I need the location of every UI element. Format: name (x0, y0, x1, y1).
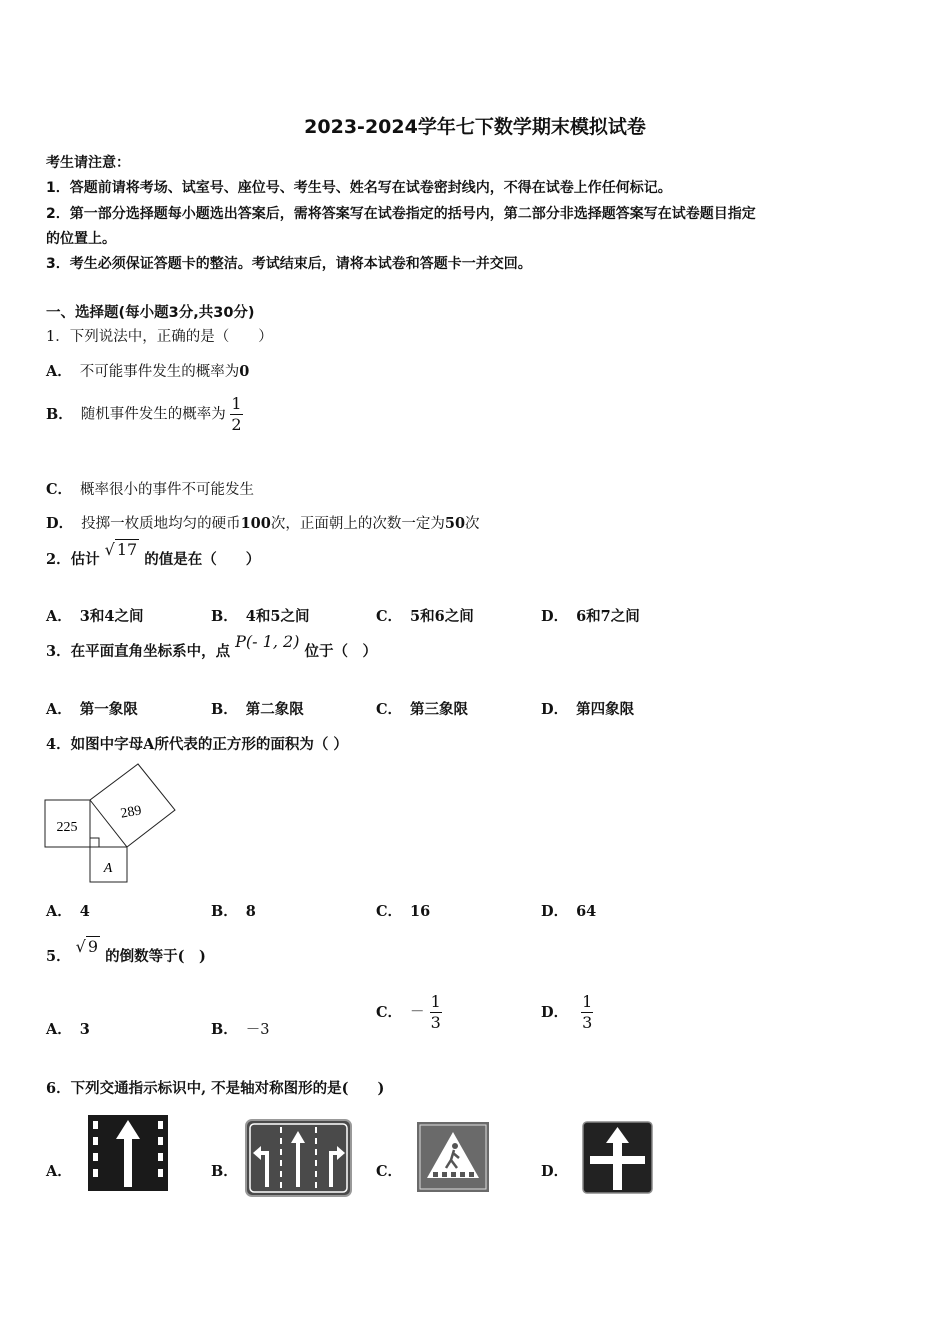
option-text: 4和5之间 (245, 608, 310, 625)
denominator: 3 (582, 1013, 593, 1032)
numerator: 1 (430, 992, 441, 1011)
sqrt-9: √ 9 (75, 937, 99, 956)
q1-option-c (46, 478, 254, 499)
option-label: A． (46, 1021, 72, 1038)
option-text: 概率很小的事件不可能发生 (80, 482, 255, 498)
option-number: 100 (240, 515, 271, 532)
option-label: B． (211, 1021, 238, 1038)
q3-option-d (541, 698, 634, 719)
q2-pre: 2．估计 (46, 551, 100, 568)
option-text: 6和7之间 (576, 608, 640, 625)
q4-option-a (46, 900, 90, 921)
sqrt-17: √ 17 (104, 540, 138, 559)
notice-item-3: 3．考生必须保证答题卡的整洁。考试结束后，请将本试卷和答题卡一并交回。 (46, 256, 532, 272)
option-text: 第二象限 (245, 701, 304, 718)
minus-sign: － (410, 1004, 425, 1021)
section-heading: 一、选择题(每小题3分,共30分) (46, 305, 255, 321)
point-p: P(- 1, 2) (235, 632, 300, 651)
q1-option-d (46, 512, 480, 533)
option-text: 16 (410, 903, 431, 920)
option-label: B． (211, 903, 238, 920)
q4-stem: 4．如图中字母A所代表的正方形的面积为（ ） (46, 736, 348, 753)
option-label: B． (46, 405, 73, 423)
left-square-label: 225 (56, 820, 78, 835)
option-text: 第一象限 (79, 701, 138, 718)
q2-post: 的值是在（ ） (144, 551, 261, 568)
option-text: 64 (576, 903, 597, 920)
big-square-label: 289 (119, 803, 143, 822)
option-label: B． (211, 701, 238, 718)
option-label: B． (211, 608, 238, 625)
q6-option-c-label: C． (376, 1163, 403, 1180)
intersection-arrow-sign-icon (582, 1121, 653, 1194)
q1-option-a (46, 360, 249, 381)
q4-option-b (211, 900, 256, 921)
q5-option-d (541, 994, 593, 1031)
q4-option-c (376, 900, 430, 921)
numerator: 1 (582, 992, 593, 1011)
page-title: 2023-2024学年七下数学期末模拟试卷 (304, 116, 646, 138)
q5-stem (46, 937, 206, 966)
option-label: A． (46, 903, 72, 920)
small-square-label: A (103, 861, 113, 876)
lane-direction-sign-icon (245, 1119, 352, 1197)
notice-item-2: 2．第一部分选择题每小题选出答案后，需将答案写在试卷指定的括号内，第二部分非选择题答案写在试卷题目指定 (46, 206, 756, 222)
option-label: A． (46, 608, 72, 625)
q4-option-d (541, 900, 596, 921)
q1-option-b (46, 396, 243, 433)
option-label: D． (541, 903, 569, 920)
option-text: 第三象限 (410, 701, 469, 718)
option-text: －3 (245, 1022, 270, 1038)
q5-option-c (376, 994, 442, 1031)
q3-option-a (46, 698, 138, 719)
notice-item-2-cont: 的位置上。 (46, 231, 116, 247)
option-text: 3 (79, 1021, 90, 1038)
option-label: C． (376, 1003, 403, 1021)
q5-pre: 5． (46, 948, 71, 965)
option-text: 次，正面朝上的次数一定为 (270, 516, 445, 532)
q2-option-d (541, 605, 640, 626)
option-text: 不可能事件发生的概率为 (79, 364, 240, 380)
q6-option-b-label: B． (211, 1163, 238, 1180)
q2-option-c (376, 605, 474, 626)
q4-squares-figure (40, 760, 180, 885)
q1-stem: 1．下列说法中，正确的是（ ） (46, 329, 273, 345)
option-label: D． (541, 608, 569, 625)
fraction (581, 994, 593, 1031)
radicand: 9 (87, 937, 99, 956)
q5-option-b (211, 1018, 270, 1039)
notice-item-1: 1．答题前请将考场、试室号、座位号、考生号、姓名写在试卷密封线内，不得在试卷上作任何标记。 (46, 180, 672, 196)
option-label: A． (46, 701, 72, 718)
option-text: 5和6之间 (410, 608, 474, 625)
notice-heading: 考生请注意： (46, 155, 130, 171)
fraction (430, 994, 442, 1031)
fraction (230, 396, 242, 433)
option-label: D． (541, 1003, 569, 1021)
q2-stem (46, 540, 261, 569)
option-text: 次 (465, 516, 480, 532)
option-label: D． (46, 515, 74, 532)
option-label: C． (376, 608, 403, 625)
option-value: 0 (239, 363, 250, 380)
option-label: A． (46, 363, 72, 380)
radicand: 17 (116, 540, 138, 559)
straight-arrow-sign-icon (88, 1115, 168, 1191)
q5-post: 的倒数等于( ) (105, 948, 206, 965)
q6-stem: 6．下列交通指示标识中, 不是轴对称图形的是( ) (46, 1080, 385, 1097)
q6-option-d-label: D． (541, 1163, 569, 1180)
q5-option-a (46, 1018, 90, 1039)
option-text: 投掷一枚质地均匀的硬币 (81, 516, 241, 532)
pedestrian-crossing-sign-icon (417, 1122, 489, 1192)
numerator: 1 (231, 394, 242, 413)
denominator: 2 (231, 415, 242, 434)
q3-post: 位于（ ） (304, 643, 377, 660)
q3-pre: 3．在平面直角坐标系中，点 (46, 643, 231, 660)
option-label: C． (376, 701, 403, 718)
option-text: 8 (245, 903, 256, 920)
q3-stem (46, 632, 377, 661)
option-label: D． (541, 701, 569, 718)
option-label: C． (46, 481, 73, 498)
option-label: C． (376, 903, 403, 920)
option-text: 第四象限 (576, 701, 635, 718)
q3-option-b (211, 698, 304, 719)
option-text: 随机事件发生的概率为 (80, 406, 226, 423)
option-number: 50 (444, 515, 466, 532)
q2-option-b (211, 605, 309, 626)
denominator: 3 (430, 1013, 441, 1032)
option-text: 3和4之间 (79, 608, 144, 625)
q3-option-c (376, 698, 468, 719)
q6-option-a-label: A． (46, 1163, 72, 1180)
option-text: 4 (79, 903, 90, 920)
q2-option-a (46, 605, 143, 626)
